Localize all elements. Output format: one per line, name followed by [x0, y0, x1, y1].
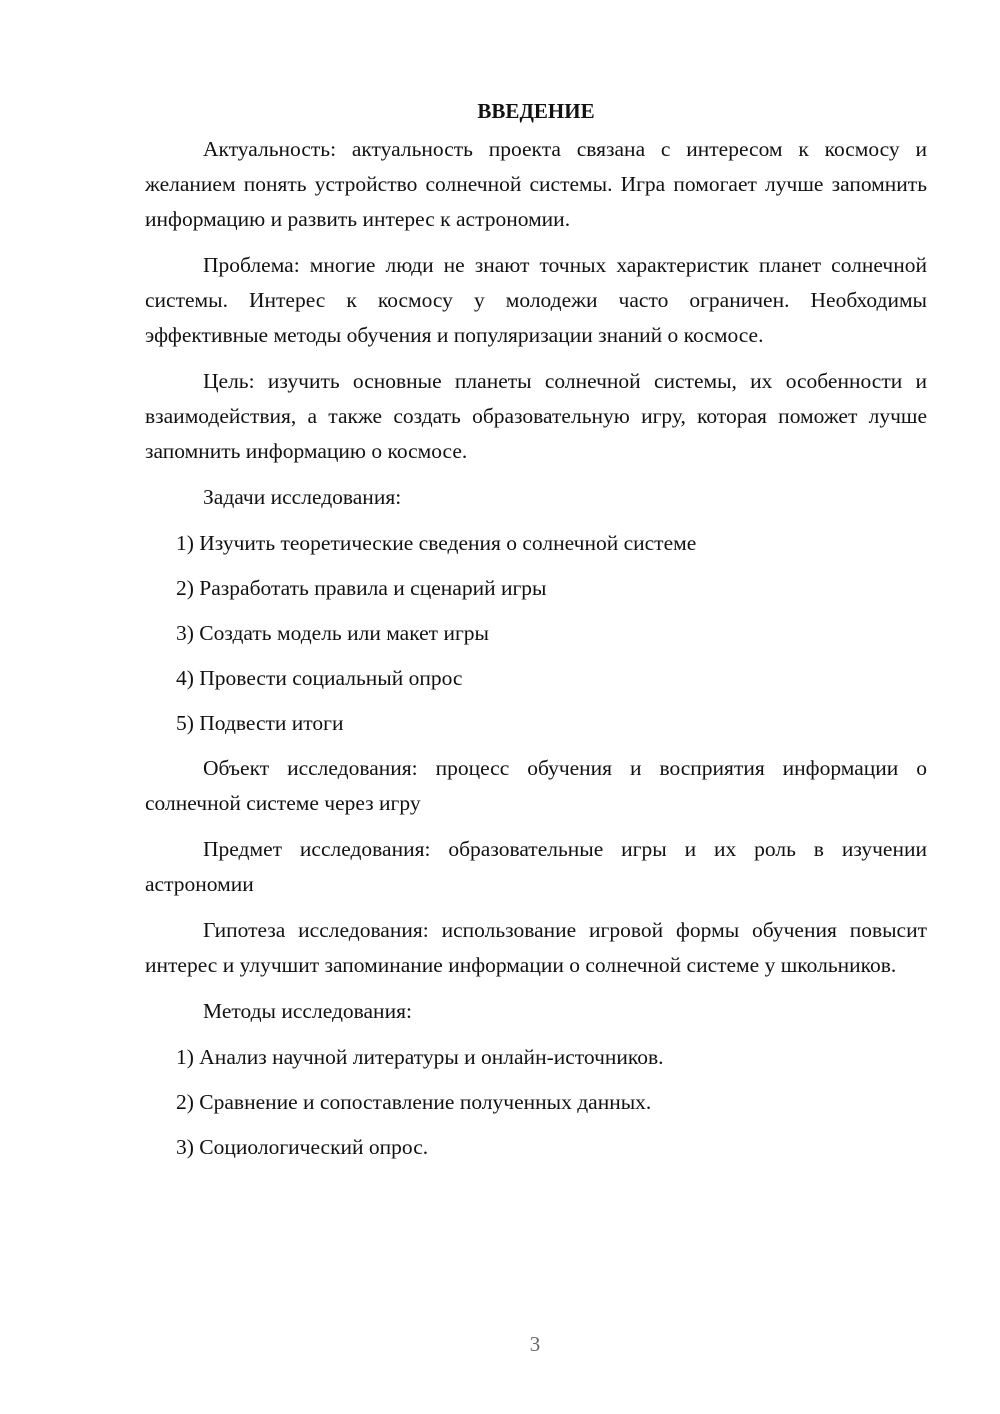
task-item: 4) Провести социальный опрос [176, 666, 463, 690]
task-item: 1) Изучить теоретические сведения о солнечной системе [176, 531, 697, 555]
tasks-list [145, 526, 927, 741]
task-item: 2) Разработать правила и сценарий игры [176, 576, 547, 600]
subject-paragraph: Предмет исследования: образовательные игры и их роль в изучении астрономии [145, 837, 927, 896]
task-item: 3) Создать модель или макет игры [176, 621, 489, 645]
method-item: 2) Сравнение и сопоставление полученных данных. [176, 1090, 652, 1114]
page-number: 3 [529, 1332, 541, 1356]
document-body [145, 96, 927, 1175]
goal-paragraph: Цель: изучить основные планеты солнечной системы, их особенности и взаимодействия, а также создать образовательную игру, которая поможет лучше запомнить информацию о космосе. [145, 369, 927, 463]
task-item: 5) Подвести итоги [176, 711, 344, 735]
methods-list [145, 1040, 927, 1165]
method-item: 1) Анализ научной литературы и онлайн-источников. [176, 1045, 664, 1069]
section-title: ВВЕДЕНИЕ [477, 99, 595, 123]
problem-paragraph: Проблема: многие люди не знают точных характеристик планет солнечной системы. Интерес к космосу у молодежи часто ограничен. Необходимы эффективные методы обучения и популяризации знаний о космосе. [145, 253, 927, 347]
method-item: 3) Социологический опрос. [176, 1135, 429, 1159]
tasks-label: Задачи исследования: [203, 485, 402, 509]
hypothesis-paragraph: Гипотеза исследования: использование игровой формы обучения повысит интерес и улучшит запоминание информации о солнечной системе у школьников. [145, 918, 927, 977]
object-paragraph: Объект исследования: процесс обучения и восприятия информации о солнечной системе через игру [145, 756, 927, 815]
methods-label: Методы исследования: [203, 999, 412, 1023]
relevance-paragraph: Актуальность: актуальность проекта связана с интересом к космосу и желанием понять устройство солнечной системы. Игра помогает лучше запомнить информацию и развить интерес к астрономии. [145, 137, 927, 231]
